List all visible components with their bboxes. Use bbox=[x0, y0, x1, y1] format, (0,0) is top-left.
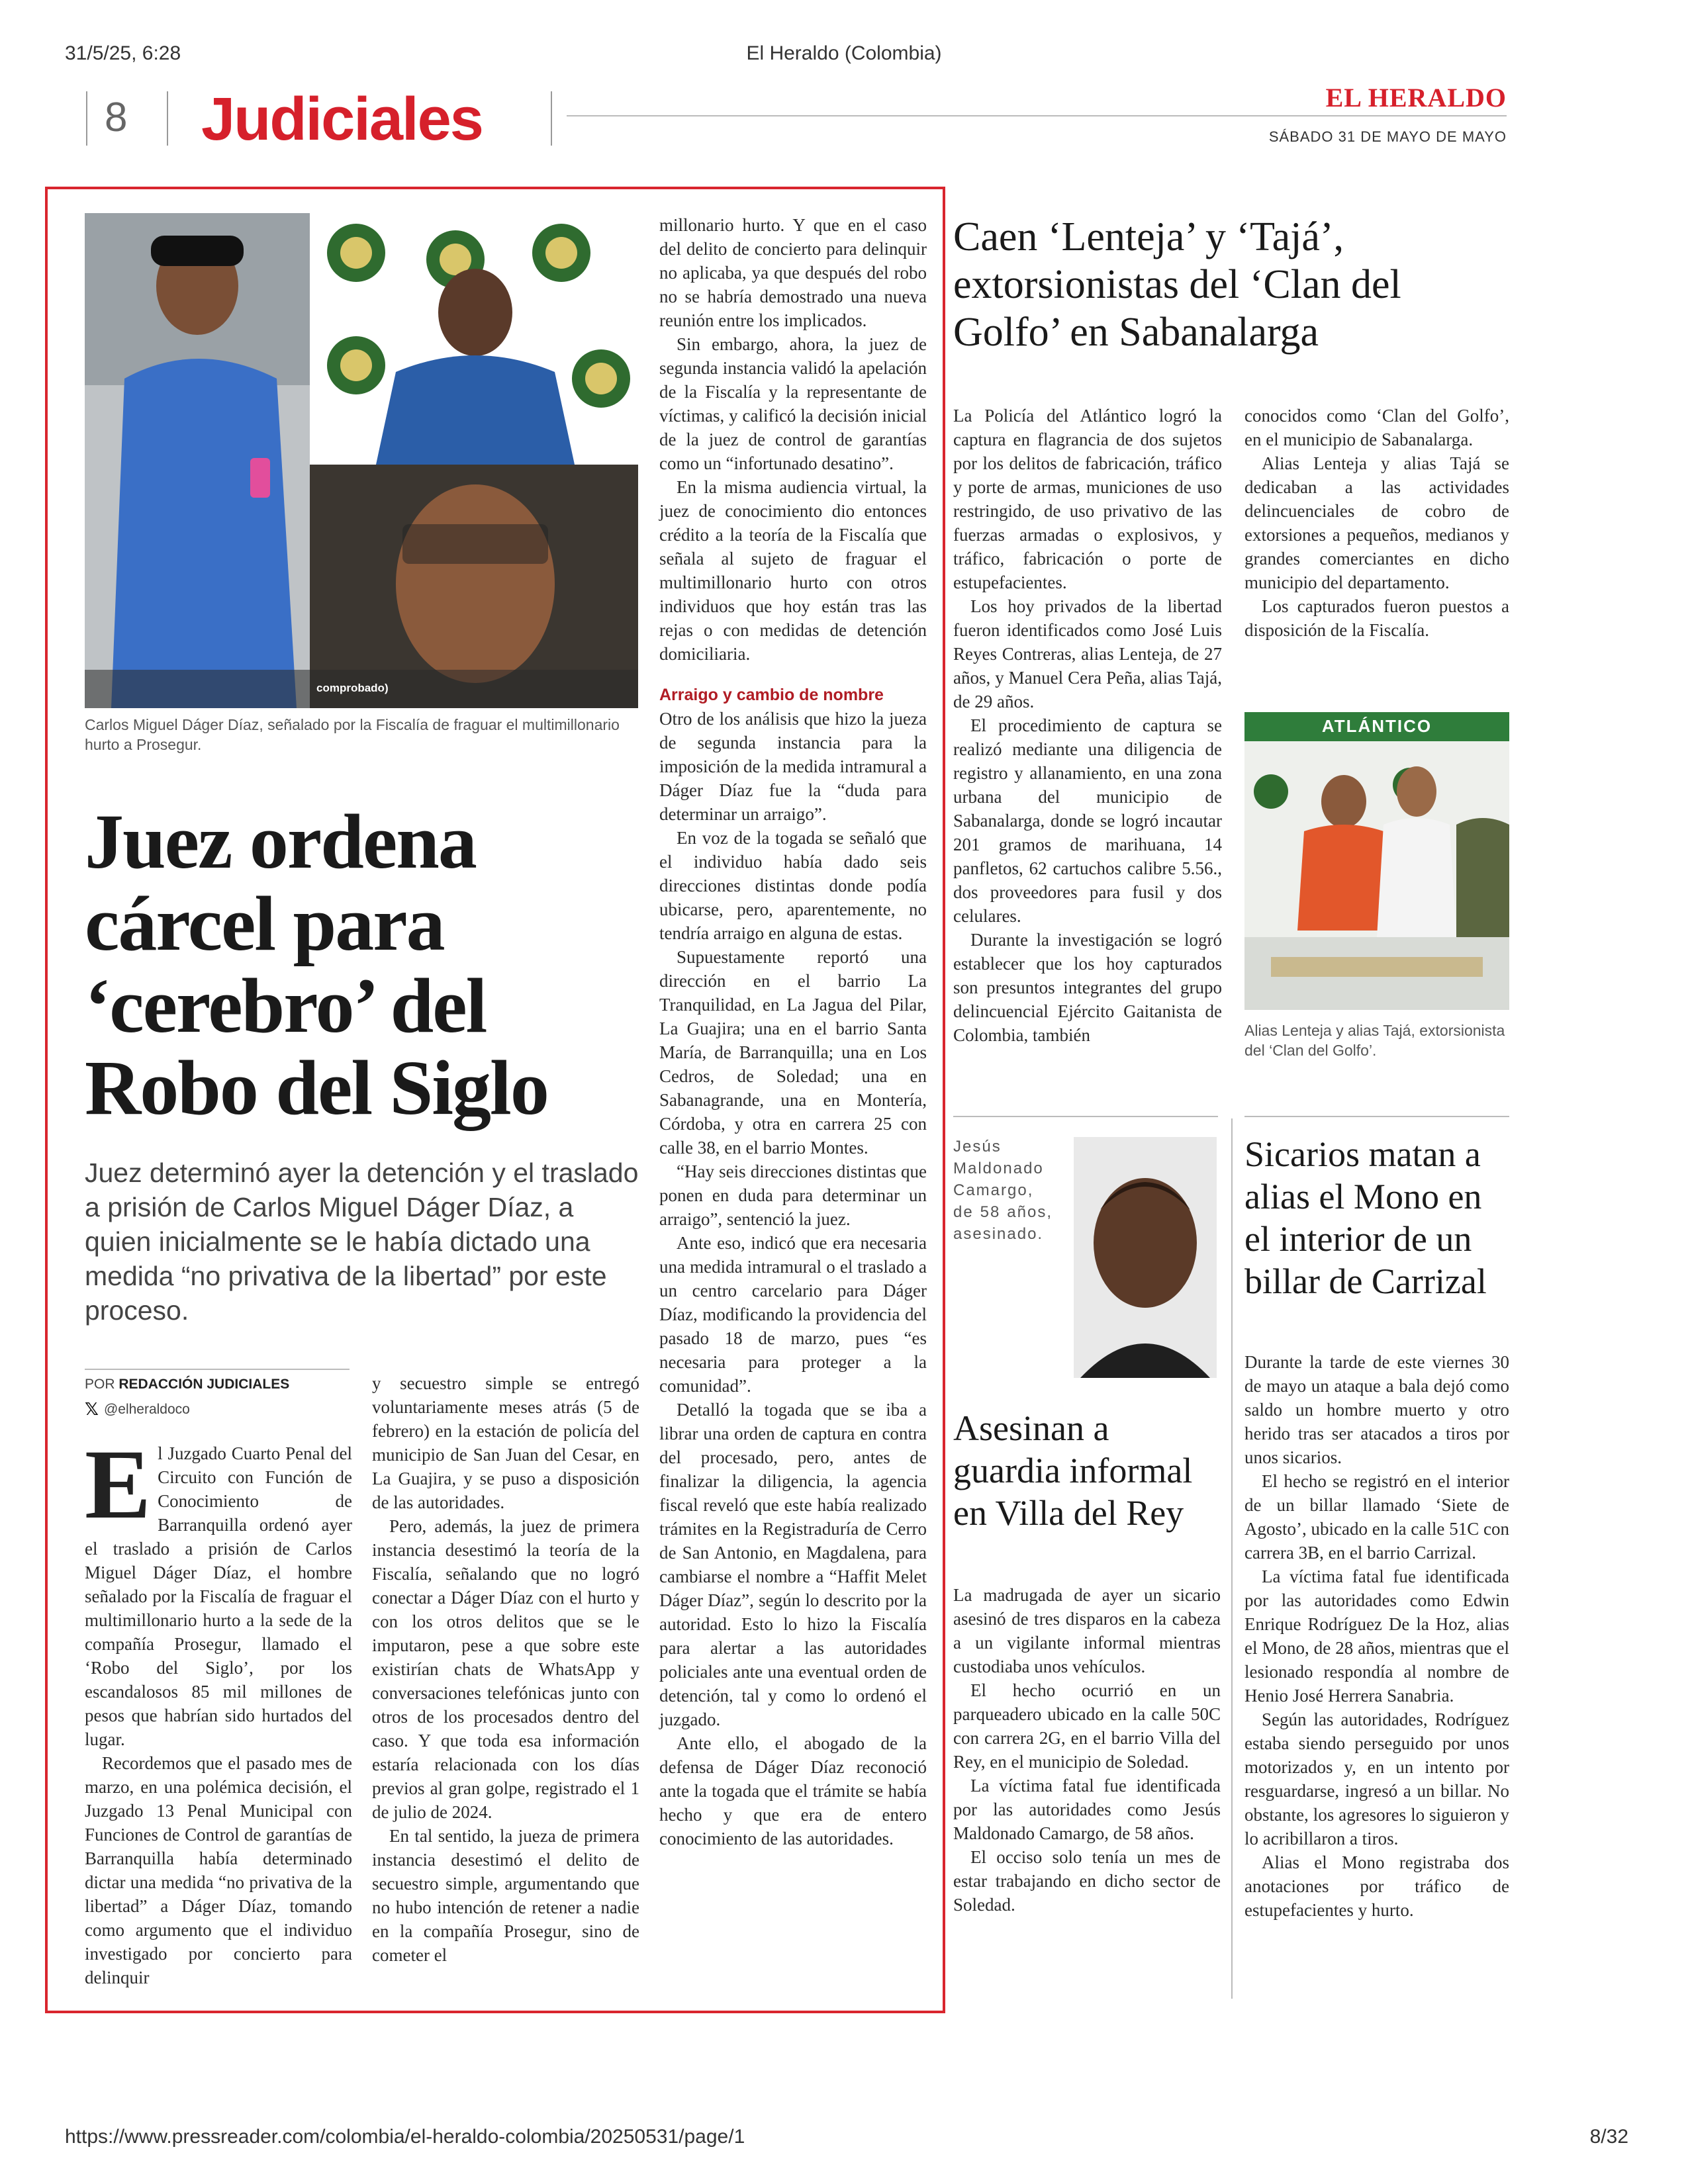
paragraph: En voz de la togada se señaló que el individuo había dado seis direcciones distintas donde podía ubicarse, pero, aparentemente, no tendría arraigo en alguna de estas. bbox=[659, 828, 927, 943]
guardia-headline bbox=[953, 1407, 1231, 1534]
paragraph: Sin embargo, ahora, la juez de segunda instancia validó la apelación de la Fiscalía y la representante de víctimas, y calificó la decisión inicial de la juez de control de garantías como un “infortunado desatino”. bbox=[659, 334, 927, 473]
main-photo bbox=[85, 213, 638, 708]
main-col-3 bbox=[659, 213, 927, 1850]
paragraph: y secuestro simple se entregó voluntariamente meses atrás (5 de febrero) en la estación de policía del municipio de San Juan del Cesar, en La Guajira, y se puso a disposición de las autoridades. bbox=[372, 1373, 639, 1512]
lenteja-col-1 bbox=[953, 404, 1222, 1047]
masthead-rule bbox=[567, 115, 1507, 116]
paragraph: Los hoy privados de la libertad fueron identificados como José Luis Reyes Contreras, alias Lenteja, de 27 años, y Manuel Cera Peña, alias Tajá, de 29 años. bbox=[953, 596, 1222, 711]
guardia-headline-line: guardia informal bbox=[953, 1451, 1193, 1490]
main-deck: Juez determinó ayer la detención y el traslado a prisión de Carlos Miguel Dáger Díaz, a quien inicialmente se le había dictado una medida “no privativa de la libertad” por este proceso. bbox=[85, 1158, 639, 1326]
x-logo-icon: 𝕏 bbox=[85, 1399, 99, 1419]
guardia-headline-line: en Villa del Rey bbox=[953, 1493, 1184, 1533]
paragraph: La víctima fatal fue identificada por las autoridades como Edwin Enrique Rodríguez De la Hoz, alias el Mono, de 28 años, mientras que el lesionado respondía al nombre de Henio José Herrera Sanabria. bbox=[1244, 1567, 1509, 1706]
paragraph: Según las autoridades, Rodríguez estaba siendo perseguido por unos motorizados y, en un intento por resguardarse, ingresó a un billar. No obstante, los agresores lo siguieron y lo acribillaron a tiros. bbox=[1244, 1709, 1509, 1848]
paragraph: Pero, además, la juez de primera instancia desestimó la teoría de la Fiscalía, señalando que no logró conectar a Dáger Díaz con el hurto y con los otros delitos que se le imputaron, pese a que sobre este existirían chats de WhatsApp y conversaciones telefónicas junto con otros de los procesados dentro del caso. Y que toda esa información estaría relacionada con los días previos al gran golpe, registrado el 1 de julio de 2024. bbox=[372, 1516, 639, 1822]
paragraph: Otro de los análisis que hizo la jueza de segunda instancia para la imposición de la medida intramural a Dáger Díaz fue la “duda para determinar un arraigo”. bbox=[659, 709, 927, 824]
main-headline-line: Robo del Siglo bbox=[85, 1044, 548, 1131]
paragraph: l Juzgado Cuarto Penal del Circuito con Función de Conocimiento de Barranquilla ordenó ayer el traslado a prisión de Carlos Miguel Dáger Díaz, el hombre señalado por la Fiscalía de fraguar el multimillonario hurto a la sede de la compañía Prosegur, llamado el ‘Robo del Siglo’, por los escandalosos 85 mil millones de pesos que habrían sido hurtados del lugar. bbox=[85, 1443, 352, 1749]
lenteja-headline-line: Golfo’ en Sabanalarga bbox=[953, 310, 1319, 355]
paragraph: Durante la tarde de este viernes 30 de mayo un ataque a bala dejó como saldo un hombre muerto y otro herido tras ser atacados a tiros por unos sicarios. bbox=[1244, 1352, 1509, 1467]
paragraph: Ante eso, indicó que era necesaria una medida intramural o el traslado a un centro carcelario para Dáger Díaz, modificando la providencia del pasado 18 de marzo, pues “es necesaria para proteger a la comunidad”. bbox=[659, 1233, 927, 1396]
lenteja-photo-caption: Alias Lenteja y alias Tajá, extorsionista del ‘Clan del Golfo’. bbox=[1244, 1022, 1505, 1059]
mono-headline-line: alias el Mono en bbox=[1244, 1177, 1482, 1216]
paragraph: El hecho ocurrió en un parqueadero ubicado en la calle 50C con carrera 2G, en el barrio Villa del Rey, en el municipio de Soledad. bbox=[953, 1680, 1221, 1772]
paragraph: El procedimiento de captura se realizó mediante una diligencia de registro y allanamiento, en una zona urbana del municipio de Sabanalarga, donde se logró incautar 201 gramos de marihuana, 14 panfletos, 62 cartuchos calibre 5.56., dos proveedores para fusil y dos celulares. bbox=[953, 715, 1222, 926]
paragraph: En tal sentido, la jueza de primera instancia desestimó el delito de secuestro simple, argumentando que no hubo intención de retener a nadie en la compañía Prosegur, sino de cometer el bbox=[372, 1826, 639, 1965]
paragraph: Recordemos que el pasado mes de marzo, en una polémica decisión, el Juzgado 13 Penal Municipal con Funciones de Control de garantías de Barranquilla había determinado dictar una medida “no privativa de la libertad” a Dáger Díaz, tomando como argumento que el individuo investigado por concierto para delinquir bbox=[85, 1753, 352, 1987]
main-headline bbox=[85, 798, 654, 1131]
guardia-photo bbox=[1074, 1137, 1217, 1378]
byline bbox=[85, 1377, 289, 1392]
photo-overlay-text: comprobado) bbox=[316, 682, 389, 694]
lenteja-headline-line: Caen ‘Lenteja’ y ‘Tajá’, bbox=[953, 214, 1344, 259]
paragraph: Los capturados fueron puestos a disposición de la Fiscalía. bbox=[1244, 596, 1509, 640]
section-rule bbox=[953, 1116, 1218, 1117]
mono-headline-line: el interior de un bbox=[1244, 1219, 1472, 1259]
byline-author: REDACCIÓN JUDICIALES bbox=[118, 1377, 290, 1392]
paragraph: La madrugada de ayer un sicario asesinó de tres disparos en la cabeza a un vigilante informal mientras custodiaba unos vehículos. bbox=[953, 1585, 1221, 1676]
lenteja-col-2 bbox=[1244, 404, 1509, 642]
main-col-2 bbox=[372, 1371, 639, 1967]
paragraph: Supuestamente reportó una dirección en el barrio La Tranquilidad, en La Jagua del Pilar, La Guajira; una en el barrio Santa María, de Barranquilla; una en Los Cedros, de Soledad; una en Sabanagrande, una en Montería, Córdoba, y otra en carrera 25 con calle 38, en el barrio Montes. bbox=[659, 947, 927, 1158]
guardia-photo-caption: Jesús Maldonado Camargo, de 58 años, asesinado. bbox=[953, 1138, 1053, 1243]
paragraph: La Policía del Atlántico logró la captura en flagrancia de dos sujetos por los delitos de fabricación, tráfico y porte de armas, municiones de uso restringido, de uso privativo de las fuerzas armadas o explosivos, y tráfico, fabricación o porte de estupefacientes. bbox=[953, 406, 1222, 592]
column-divider bbox=[1231, 1118, 1233, 1999]
main-photo-caption: Carlos Miguel Dáger Díaz, señalado por la Fiscalía de fraguar el multimillonario hurto a Prosegur. bbox=[85, 716, 620, 753]
guardia-body bbox=[953, 1583, 1221, 1917]
lenteja-photo bbox=[1244, 712, 1509, 1010]
print-title: El Heraldo (Colombia) bbox=[746, 42, 942, 64]
main-headline-line: ‘cerebro’ del bbox=[85, 962, 487, 1049]
print-url[interactable]: https://www.pressreader.com/colombia/el-heraldo-colombia/20250531/page/1 bbox=[65, 2126, 745, 2148]
lenteja-photo-banner: ATLÁNTICO bbox=[1321, 716, 1432, 736]
paragraph: El hecho se registró en el interior de un billar llamado ‘Siete de Agosto’, ubicado en la calle 51C con carrera 3B, en el barrio Carrizal. bbox=[1244, 1471, 1509, 1563]
paragraph: Detalló la togada que se iba a librar una orden de captura en contra del procesado, pero, antes de finalizar la diligencia, la agencia fiscal reveló que este había realizado trámites en la Registraduría de Cerro de San Antonio, en Magdalena, para cambiarse el nombre a “Haffit Melet Dáger Díaz”, según lo descrito por la autoridad. Esto lo hizo la Fiscalía para alertar a las autoridades policiales ante una eventual orden de detención, tal y como lo ordenó el juzgado. bbox=[659, 1400, 927, 1729]
print-page-count: 8/32 bbox=[1589, 2126, 1628, 2148]
paragraph: Alias Lenteja y alias Tajá se dedicaban a las actividades delincuenciales de cobro de extorsiones a pequeños, medianos y grandes comerciantes en dicho municipio del departamento. bbox=[1244, 453, 1509, 592]
paragraph: “Hay seis direcciones distintas que ponen en duda para determinar un arraigo”, sentenció la juez. bbox=[659, 1161, 927, 1229]
subhead: Arraigo y cambio de nombre bbox=[659, 686, 884, 704]
paragraph: La víctima fatal fue identificada por las autoridades como Jesús Maldonado Camargo, de 58 años. bbox=[953, 1776, 1221, 1843]
section-rule bbox=[1244, 1116, 1509, 1117]
masthead-divider bbox=[86, 91, 87, 146]
masthead-divider bbox=[167, 91, 168, 146]
main-headline-line: cárcel para bbox=[85, 880, 444, 967]
mono-headline-line: billar de Carrizal bbox=[1244, 1261, 1487, 1301]
dateline: SÁBADO 31 DE MAYO DE MAYO bbox=[1268, 128, 1507, 145]
paragraph: Alias el Mono registraba dos anotaciones por tráfico de estupefacientes y hurto. bbox=[1244, 1852, 1509, 1920]
paragraph: En la misma audiencia virtual, la juez de conocimiento dio entonces crédito a la teoría de la Fiscalía que señala al sujeto de fraguar el multimillonario hurto con otros individuos que hoy están tras las rejas o con medidas de detención domiciliaria. bbox=[659, 477, 927, 664]
byline-rule bbox=[85, 1369, 350, 1370]
lenteja-headline bbox=[953, 213, 1516, 356]
main-col-1 bbox=[85, 1430, 352, 1989]
masthead-divider bbox=[551, 91, 552, 146]
paragraph: millonario hurto. Y que en el caso del delito de concierto para delinquir no aplicaba, ya que después del robo no se habría demostrado una nueva reunión entre los implicados. bbox=[659, 215, 927, 330]
page-number: 8 bbox=[105, 95, 128, 140]
lenteja-headline-line: extorsionistas del ‘Clan del bbox=[953, 262, 1401, 307]
paragraph: Durante la investigación se logró establecer que los hoy capturados son presuntos integrantes del grupo delincuencial Ejército Gaitanista de Colombia, también bbox=[953, 930, 1222, 1045]
print-datetime: 31/5/25, 6:28 bbox=[65, 42, 181, 64]
mono-headline-line: Sicarios matan a bbox=[1244, 1134, 1481, 1174]
main-headline-line: Juez ordena bbox=[85, 798, 476, 885]
main-photo-collage bbox=[85, 213, 638, 708]
lenteja-photo-image bbox=[1244, 712, 1509, 1010]
guardia-portrait bbox=[1074, 1137, 1217, 1378]
brand-logo: EL HERALDO bbox=[1325, 83, 1507, 113]
paragraph: conocidos como ‘Clan del Golfo’, en el municipio de Sabanalarga. bbox=[1244, 406, 1509, 449]
mono-headline bbox=[1244, 1133, 1516, 1302]
paragraph: Ante ello, el abogado de la defensa de Dáger Díaz reconoció ante la togada que el trámite se había hecho y que era de entero conocimiento de las autoridades. bbox=[659, 1733, 927, 1848]
paragraph: El occiso solo tenía un mes de estar trabajando en dicho sector de Soledad. bbox=[953, 1847, 1221, 1915]
mono-body bbox=[1244, 1350, 1509, 1922]
dropcap: E bbox=[85, 1430, 152, 1539]
byline-social bbox=[85, 1399, 190, 1420]
byline-prefix: POR bbox=[85, 1377, 115, 1392]
guardia-headline-line: Asesinan a bbox=[953, 1408, 1109, 1448]
byline-handle: @elheraldoco bbox=[103, 1401, 190, 1417]
section-title: Judiciales bbox=[201, 85, 483, 153]
